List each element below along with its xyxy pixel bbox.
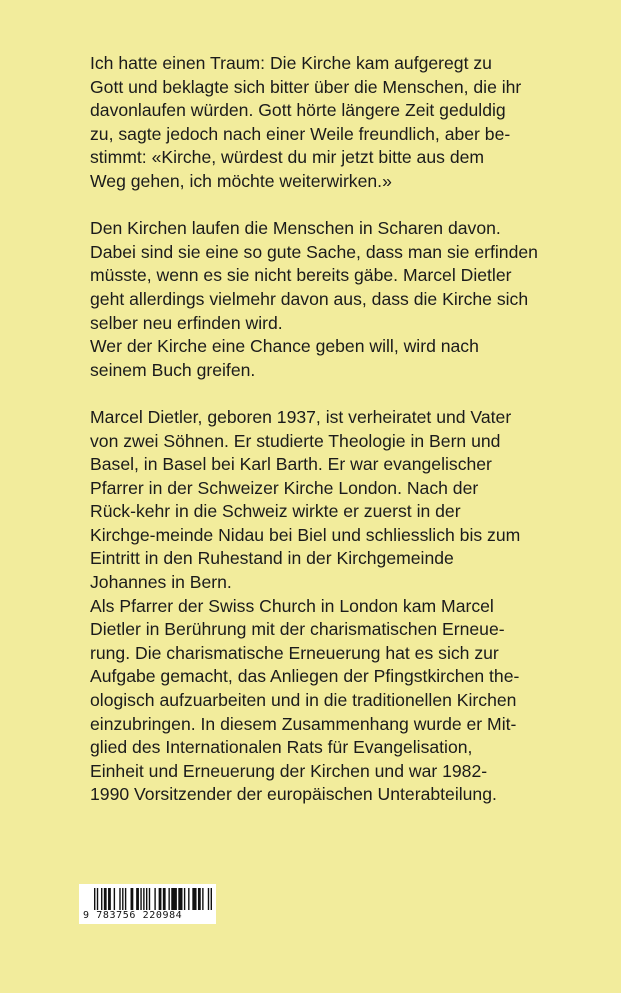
text-line: müsste, wenn es sie nicht bereits gäbe. Marcel Dietler — [90, 265, 512, 286]
paragraph-dream — [90, 52, 540, 194]
text-line: Basel, in Basel bei Karl Barth. Er war evangelischer — [90, 454, 492, 475]
barcode-bar — [163, 888, 166, 910]
text-line: Den Kirchen laufen die Menschen in Scharen davon. — [90, 218, 501, 239]
isbn-barcode — [79, 884, 216, 924]
text-line: glied des Internationalen Rats für Evangelisation, — [90, 737, 473, 758]
text-line: Kirchge-meinde Nidau bei Biel und schliesslich bis zum — [90, 524, 521, 545]
text-line: stimmt: «Kirche, würdest du mir jetzt bitte aus dem — [90, 147, 485, 168]
barcode-bar — [146, 888, 147, 910]
barcode-bar — [202, 888, 203, 910]
barcode-bar — [188, 888, 189, 910]
barcode-bar — [143, 888, 144, 910]
barcode-bar — [101, 888, 102, 910]
text-line: Weg gehen, ich möchte weiterwirken.» — [90, 170, 392, 191]
text-line: einzubringen. In diesem Zusammenhang wurde er Mit- — [90, 713, 517, 734]
text-line: von zwei Söhnen. Er studierte Theologie in Bern und — [90, 430, 501, 451]
text-line: Einheit und Erneuerung der Kirchen und war 1982- — [90, 760, 488, 781]
text-line: Wer der Kirche eine Chance geben will, wird nach — [90, 336, 479, 357]
barcode-bar — [94, 888, 95, 910]
text-line: selber neu erfinden wird. — [90, 312, 283, 333]
text-line: zu, sagte jedoch nach einer Weile freundlich, aber be- — [90, 123, 511, 144]
back-cover-text — [90, 52, 540, 807]
barcode-bar — [171, 888, 177, 910]
paragraph-blurb — [90, 217, 540, 382]
barcode-bar — [108, 888, 111, 910]
text-line: Dietler in Berührung mit der charismatischen Erneue- — [90, 619, 505, 640]
barcode-bar — [198, 888, 201, 910]
barcode-bar — [184, 888, 185, 910]
text-line: Rück-kehr in die Schweiz wirkte er zuerst in der — [90, 501, 461, 522]
paragraph-author-bio — [90, 406, 540, 807]
text-line: Johannes in Bern. — [90, 572, 232, 593]
barcode-bar — [140, 888, 141, 910]
text-line: Gott und beklagte sich bitter über die Menschen, die ihr — [90, 76, 522, 97]
text-line: Pfarrer in der Schweizer Kirche London. Nach der — [90, 477, 479, 498]
barcode-bar — [122, 888, 123, 910]
text-line: rung. Die charismatische Erneuerung hat es sich zur — [90, 642, 499, 663]
barcode-bar — [159, 888, 162, 910]
text-line: Als Pfarrer der Swiss Church in London kam Marcel — [90, 595, 494, 616]
text-line: geht allerdings vielmehr davon aus, dass die Kirche sich — [90, 288, 529, 309]
text-line: davonlaufen würden. Gott hörte längere Zeit geduldig — [90, 100, 506, 121]
barcode-bar — [114, 888, 115, 910]
barcode-bar — [211, 888, 212, 910]
isbn-number: 9 783756 220984 — [83, 910, 183, 921]
text-line: Ich hatte einen Traum: Die Kirche kam aufgeregt zu — [90, 53, 492, 73]
barcode-bar — [168, 888, 169, 910]
barcode-bar — [104, 888, 107, 910]
text-line: ologisch aufzuarbeiten und in die traditionellen Kirchen — [90, 690, 517, 711]
barcode-bar — [97, 888, 98, 910]
paragraph-gap — [90, 382, 540, 406]
barcode-bar — [125, 888, 126, 910]
barcode-bar — [131, 888, 134, 910]
barcode-bar — [136, 888, 139, 910]
barcode-bar — [178, 888, 182, 910]
barcode-bar — [192, 888, 196, 910]
barcode-bar — [119, 888, 120, 910]
barcode-bars — [94, 888, 212, 910]
text-line: Dabei sind sie eine so gute Sache, dass man sie erfinden — [90, 241, 538, 262]
barcode-bar — [208, 888, 209, 910]
text-line: Marcel Dietler, geboren 1937, ist verheiratet und Vater — [90, 406, 512, 427]
text-line: Eintritt in den Ruhestand in der Kirchgemeinde — [90, 548, 454, 569]
text-line: seinem Buch greifen. — [90, 359, 256, 380]
barcode-bar — [149, 888, 150, 910]
text-line: 1990 Vorsitzender der europäischen Unterabteilung. — [90, 784, 497, 805]
text-line: Aufgabe gemacht, das Anliegen der Pfingstkirchen the- — [90, 666, 520, 687]
barcode-bar — [154, 888, 155, 910]
paragraph-gap — [90, 194, 540, 218]
